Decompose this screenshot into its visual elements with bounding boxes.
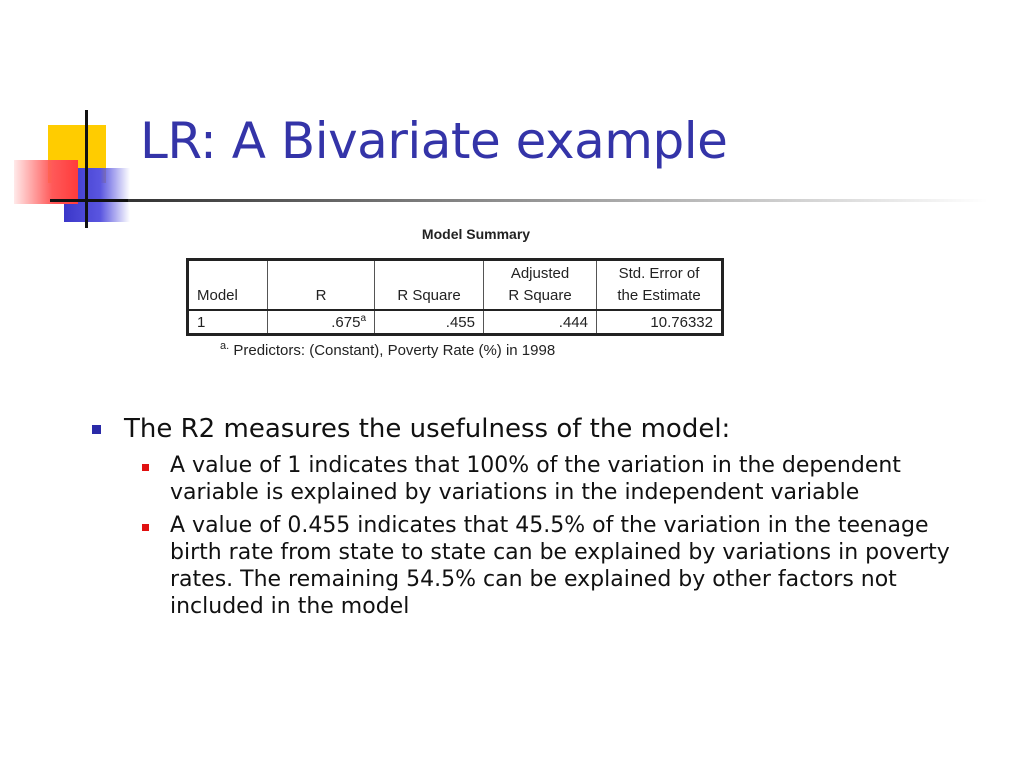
title-underline [128, 199, 988, 202]
bullet-item [92, 412, 952, 446]
red-square-bullet-icon [142, 524, 149, 531]
cell-std-error: 10.76332 [597, 310, 723, 335]
slide-title: LR: A Bivariate example [140, 112, 728, 170]
cell-r-square: .455 [375, 310, 484, 335]
footnote-marker: a. [220, 340, 230, 352]
header-model: Model [188, 260, 268, 311]
bullet-main-text: The R2 measures the usefulness of the model: [124, 414, 731, 444]
cell-r-value: .675 [331, 314, 361, 331]
header-r-square: R Square [375, 260, 484, 311]
header-adjusted-r-square [484, 260, 597, 311]
bullet-list [92, 412, 952, 620]
footnote-text: Predictors: (Constant), Poverty Rate (%) in 1998 [233, 342, 556, 359]
horizontal-line-decoration [50, 199, 130, 202]
header-std-error-line1: Std. Error of [618, 265, 700, 282]
header-std-error [597, 260, 723, 311]
header-adjusted-line2: R Square [508, 287, 572, 304]
model-summary-table-block [186, 226, 726, 359]
table-row [188, 310, 723, 335]
cell-model: 1 [188, 310, 268, 335]
sub-bullet-text: A value of 1 indicates that 100% of the variation in the dependent variable is explained by variations in the independent variable [170, 453, 901, 505]
table-footnote [186, 340, 726, 359]
sub-bullet-item [92, 512, 952, 620]
blue-square-bullet-icon [92, 425, 101, 434]
sub-bullet-item [92, 452, 952, 506]
red-square-bullet-icon [142, 464, 149, 471]
header-adjusted-line1: Adjusted [510, 265, 570, 282]
table-caption: Model Summary [421, 226, 531, 242]
vertical-line-decoration [85, 110, 88, 228]
cell-r [268, 310, 375, 335]
sub-bullet-text: A value of 0.455 indicates that 45.5% of the variation in the teenage birth rate from state to state can be explained by variations in poverty rates. The remaining 54.5% can be explained by other factors not included in the model [170, 513, 950, 619]
red-square-decoration [14, 160, 78, 204]
model-summary-table [186, 258, 724, 336]
header-std-error-line2: the Estimate [617, 287, 701, 304]
table-header-row [188, 260, 723, 311]
header-r: R [268, 260, 375, 311]
cell-r-superscript: a [360, 313, 366, 324]
cell-adjusted-r-square: .444 [484, 310, 597, 335]
